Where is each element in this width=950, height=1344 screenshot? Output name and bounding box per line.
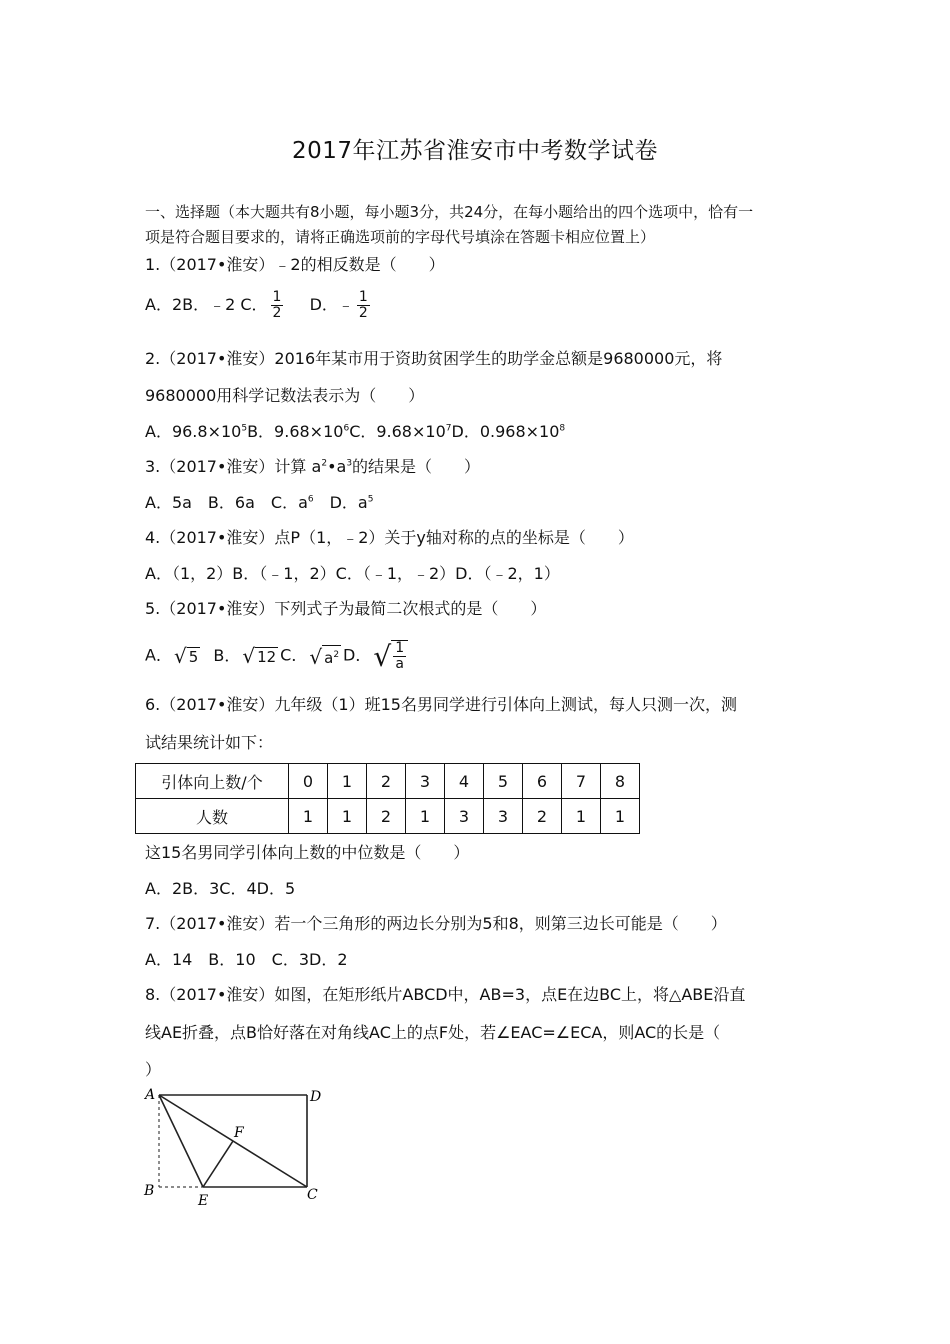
- label-f: F: [234, 1125, 244, 1141]
- q8-stem-line3: ）: [145, 1060, 162, 1079]
- section-instructions-line2: 项是符合题目要求的，请将正确选项前的字母代号填涂在答题卡相应位置上）: [145, 228, 656, 246]
- table-row: 人数 1 1 2 1 3 3 2 1 1: [136, 799, 640, 834]
- q3-stem: 3.（2017•淮安）计算 $a^2•a^3$的结果是（ ）: [145, 457, 481, 476]
- q4-stem: 4.（2017•淮安）点P（1，﹣2）关于y轴对称的点的坐标是（ ）: [145, 528, 634, 547]
- q6-question: 这15名男同学引体向上数的中位数是（ ）: [145, 843, 470, 862]
- q1-option-d: D．﹣: [309, 295, 354, 314]
- q8-stem-line2: 线AE折叠，点B恰好落在对角线AC上的点F处，若∠EAC=∠ECA，则AC的长是（: [145, 1023, 721, 1042]
- q5-radical-b: √ 12: [242, 644, 277, 668]
- q5-radical-d: √ $\frac{1}{a}$: [373, 640, 408, 672]
- q5-options: A． √ 5 B． √ 12 C． √ $a^2$ D． √ $\frac{1}{a}$: [145, 640, 410, 672]
- q6-options: A．2B．3C．4D．5: [145, 879, 296, 898]
- section-instructions-line1: 一、选择题（本大题共有8小题，每小题3分，共24分，在每小题给出的四个选项中，恰有一: [145, 203, 754, 221]
- q4-options: A．（1，2）B．（﹣1，2）C．（﹣1，﹣2）D．（﹣2，1）: [145, 564, 560, 583]
- q2-stem-line2: 9680000用科学记数法表示为（ ）: [145, 386, 425, 405]
- q2-options: A．$96.8\times 10^5B$．$9.68\times 10^6C$．$9.68\times 10^7D$．$0.968\times 10^8$: [145, 422, 566, 441]
- q5-radical-c: √ $a^2$: [309, 645, 340, 669]
- row-header-count: 人数: [136, 799, 289, 834]
- q1-stem: 1.（2017•淮安）﹣2的相反数是（ ）: [145, 255, 445, 274]
- page-title: 2017年江苏省淮安市中考数学试卷: [291, 138, 659, 164]
- label-b: B: [144, 1183, 155, 1199]
- q2-stem-line1: 2.（2017•淮安）2016年某市用于资助贫困学生的助学金总额是9680000元，将: [145, 349, 723, 368]
- q6-stem-line2: 试结果统计如下：: [145, 733, 274, 752]
- q1-fraction-c: $\frac{1}{2}$: [272, 289, 282, 321]
- table-row: 引体向上数/个 0 1 2 3 4 5 6 7 8: [136, 764, 640, 799]
- label-e: E: [198, 1193, 209, 1208]
- row-header-pullups: 引体向上数/个: [136, 764, 289, 799]
- q7-options: A．14 B．10 C．3D．2: [145, 950, 348, 969]
- label-c: C: [307, 1187, 318, 1203]
- q1-fraction-d: $\frac{1}{2}$: [358, 289, 368, 321]
- q5-radical-a: √ 5: [173, 644, 199, 668]
- q1-options: [145, 290, 373, 321]
- label-d: D: [310, 1089, 322, 1105]
- q7-stem: 7.（2017•淮安）若一个三角形的两边长分别为5和8，则第三边长可能是（ ）: [145, 914, 727, 933]
- rectangle-fold-figure: [140, 1083, 340, 1208]
- q5-stem: 5.（2017•淮安）下列式子为最简二次根式的是（ ）: [145, 599, 547, 618]
- q8-stem-line1: 8.（2017•淮安）如图，在矩形纸片ABCD中，AB=3，点E在边BC上，将△ABE沿直: [145, 985, 746, 1004]
- q1-option-a-b-c: A．2B．﹣2 C．: [145, 295, 268, 314]
- q3-options: A．5a B．6a C．$a^6$ D．$a^5$: [145, 493, 374, 512]
- q6-stem-line1: 6.（2017•淮安）九年级（1）班15名男同学进行引体向上测试，每人只测一次，测: [145, 695, 737, 714]
- pullup-stats-table: [135, 763, 640, 834]
- label-a: A: [145, 1087, 156, 1103]
- segment-ef: [203, 1141, 233, 1187]
